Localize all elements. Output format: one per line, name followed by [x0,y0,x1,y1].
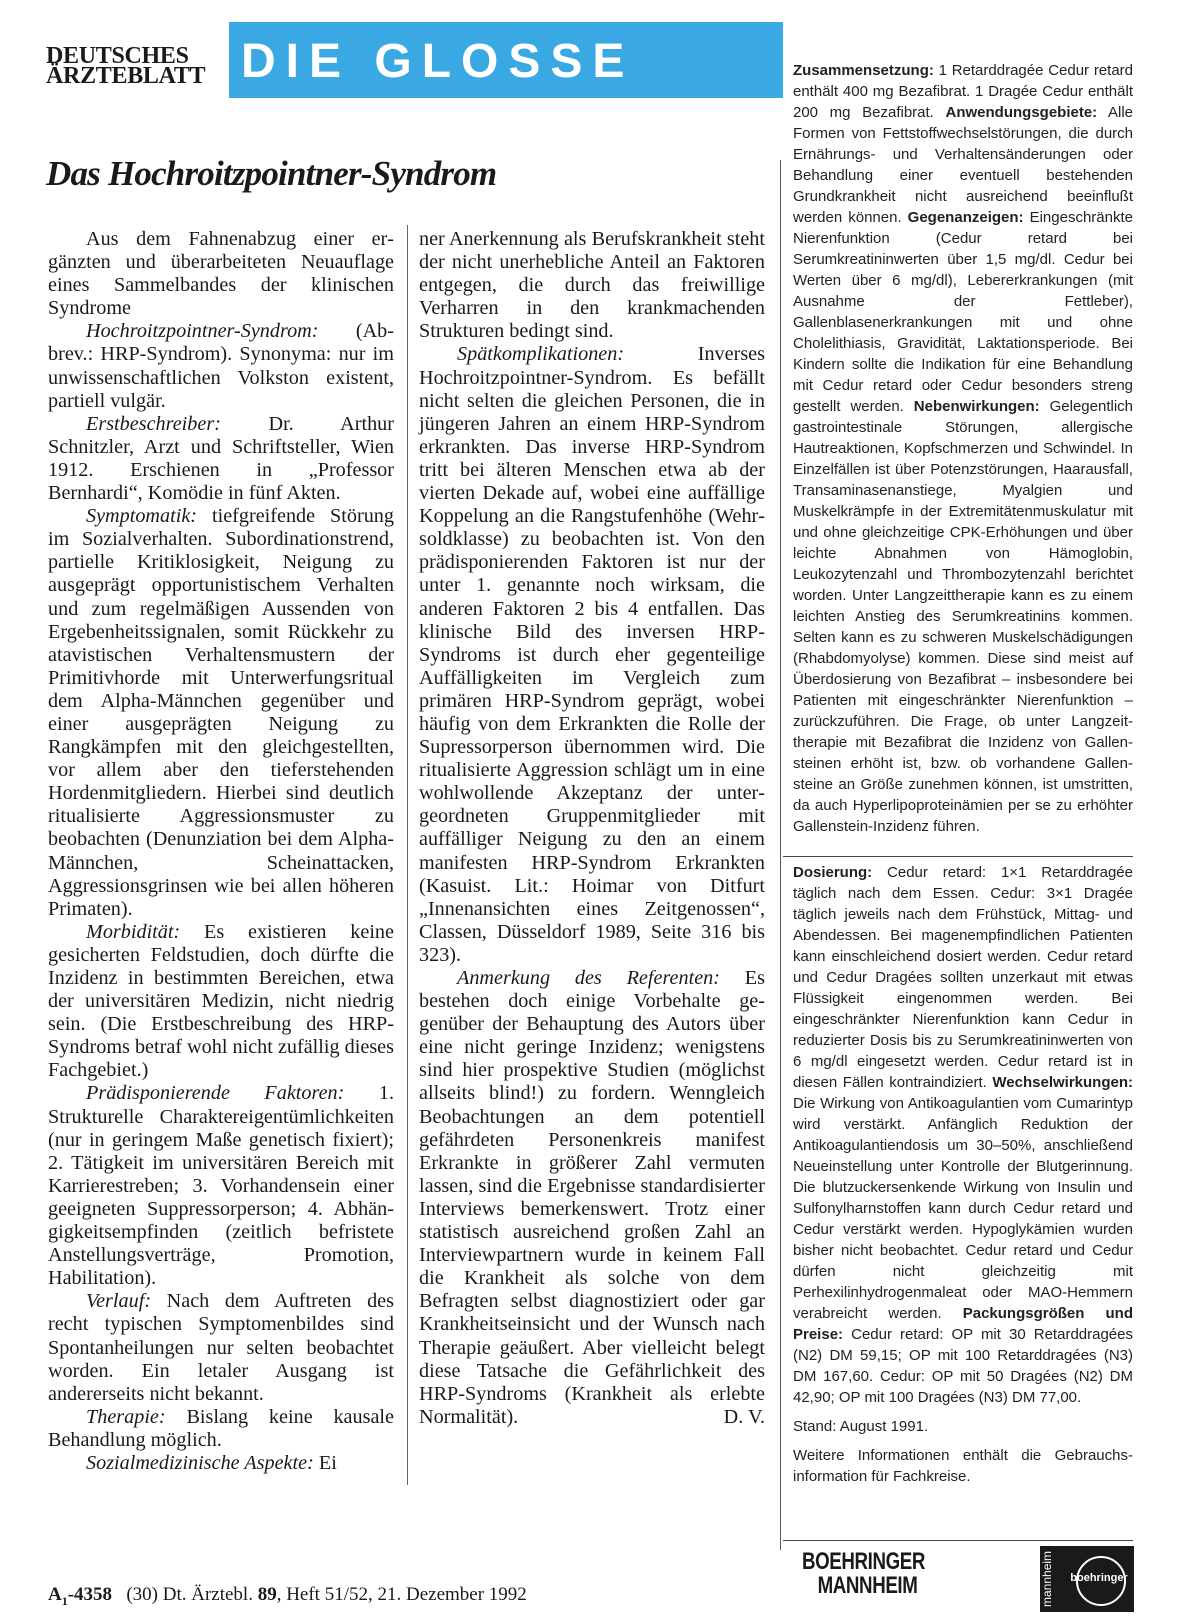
author-signature: D. V. [723,1405,765,1428]
masthead [46,43,216,89]
article-paragraph [48,320,394,412]
info-divider [780,160,781,1550]
logo-side-text: mannheim [1040,1550,1054,1608]
paragraph-text: ner Anerkennung als Berufskrankheit steht der nicht unerhebliche Anteil an Faktoren entgegen, die durch das freiwillige Verharren in den krankmachenden Strukturen bedingt sind. [419,228,765,343]
info-label: Nebenwirkungen: [913,398,1040,415]
info-text: Cedur retard: 1×1 Retarddragée täglich nach dem Essen. Cedur: 3×1 Dragée täglich jeweils nach dem Frühstück, Mittag- und Abendessen. Bei magenempfindlichen Patienten kann einschleichend dosiert werden. Cedur retard und Cedur Dragées sollten unzerkaut mit etwas Flüssigkeit eingenommen werden. Bei eingeschränkter Nierenfunktion kann Cedur in reduzierter Dosis bis zu Serumkreatininwerten von 6 mg/dl eingesetzt werden. Cedur retard ist in diesen Fällen kontraindiziert. [793,864,1133,1091]
info-label: Wechselwirkungen: [992,1074,1133,1091]
article-paragraph [48,228,394,320]
paragraph-label: Anmerkung des Referenten: [457,967,720,989]
info-text: Alle Formen von Fettstoffwechselstörungen, die durch Ernährungs- und Verhaltensänderungen oder Behandlung einer eventuell bestehenden Grundkrankheit nicht ausreichend beeinflußt werden können. [793,104,1133,226]
column-divider [407,225,408,1485]
paragraph-label: Morbidität: [86,920,181,943]
paragraph-text: (Abbrev.: HRP-Syndrom). Synonyma: nur im unwissenschaftlichen Volkston existent, partiell vulgär. [48,320,394,412]
page-footer [48,1584,527,1609]
info-label: Zusammensetzung: [793,62,934,79]
info-label: Gegenanzeigen: [907,209,1024,226]
paragraph-text: Inverses Hochroitzpointner-Syndrom. Es befällt nicht selten die gleichen Personen, die in jüngeren Jahren an einem HRP-Syndrom erkrankten. Das inverse HRP-Syndrom tritt bei älteren Menschen etwa ab der vierten Dekade auf, wobei eine auffällige Koppelung an die Rangstufenhöhe (Wehrsoldklasse) zu beobachten ist. Von den prädisponierenden Faktoren ist nur der unter 1. genannte noch wirksam, die anderen Faktoren 2 bis 4 entfallen. Das klinische Bild des inversen HRP-Syndroms ist durch eher gegenteilige Auffälligkeiten im Vergleich zum primären HRP-Syndrom geprägt, wobei häufig von dem Erkrankten die Rolle der Supressorperson übernommen wird. Die ritualisierte Aggression schlägt um in eine wohlwollende Akzeptanz der untergeordneten Gruppenmitglieder mit auffälliger Neigung zu den an einem manifesten HRP-Syndrom Erkrankten (Kasuist. Lit.: Hoimar von Ditfurt „Innenansichten eines Zeitgenossen“, Classen, Düsseldorf 1989, Seite 316 bis 323). [419,343,765,966]
paragraph-text: Es bestehen doch einige Vorbehalte gegenüber der Behauptung des Autors über eine nicht geringe Inzidenz; wenigstens sind hier prospektive Studien (möglichst allseits blind!) zu fordern. Wenngleich Beobachtungen an dem potentiell gefährdeten Personenkreis manifest Erkrankte in größerer Zahl vermuten lassen, sind die Ergebnisse standardisierter Interviews bemerkenswert. Trotz einer statistisch ausreichend großen Zahl an Interviewpartnern wurde in keinem Fall die Krankheit als solche von dem Befragten selbst diagnostiziert oder gar Krankheitseinsicht und der Wunsch nach Therapie geäußert. Aber vielleicht belegt diese Tatsache die Gefährlichkeit des HRP-Syndroms (Krankheit als erlebte Normalität). [419,967,765,1428]
prescribing-info-block-2 [793,862,1133,1487]
article-paragraph [48,413,394,505]
article-paragraph [48,1452,394,1475]
boehringer-logo [1040,1546,1134,1612]
article-paragraph [419,967,765,1429]
citation-pre: (30) Dt. Ärztebl. [126,1584,258,1605]
paragraph-label: Sozialmedizinische Aspekte: [86,1451,314,1474]
section-banner-label: DIE GLOSSE [241,35,635,88]
prescribing-info-paragraph [793,60,1133,837]
logo-text: boehringer [1070,1572,1128,1584]
info-text: Die Wirkung von Antikoagulantien vom Cumarintyp wird verstärkt. Anfänglich Reduktion der Antikoagulantiendosis um 30–50%, anschließend Neueinstellung unter Kontrolle der Blutgerinnung. Die blutzuckersenkende Wirkung von Insulin und Sulfonylharnstoffen kann durch Cedur retard und Cedur verstärkt werden. Hypoglykämien wurden bisher nicht beobachtet. Cedur retard und Cedur dürfen nicht gleichzeitig mit Perhexilinhydrogenmaleat oder MAO-Hemmern verabreicht werden. [793,1095,1133,1322]
article-column-2 [419,228,765,1429]
citation-volume: 89 [257,1584,277,1605]
info-text: Eingeschränkte Nierenfunktion (Cedur retard bei Serumkreatininwerten über 1,5 mg/dl. Cedur bei Werten über 6 mg/dl), Lebererkrankungen (mit Ausnahme der Fettleber), Gallenblasenerkrankungen mit und ohne Cholelithiasis, Gravidität, Laktationsperiode. Bei Kindern sollte die Indikation für eine Behandlung mit Cedur retard oder Cedur besonders streng gestellt werden. [793,209,1133,415]
prescribing-info-paragraph [793,862,1133,1408]
paragraph-text: Es existieren keine gesicherten Feldstudien, doch dürfte die Inzidenz in bestimmten Bereichen, etwa der universitären Medizin, nicht niedrig sein. (Die Erstbeschreibung des HRP-Syndroms betraf wohl nicht zufällig dieses Fachgebiet.) [48,920,394,1082]
info-label: Dosierung: [793,864,873,881]
article-title: Das Hochroitzpointner-Syndrom [46,154,497,193]
paragraph-label: Symptomatik: [86,505,198,528]
info-text: Gelegentlich gastrointestinale Störungen, allergische Hautreaktionen, Kopfschmerzen und Schwindel. In Einzelfällen ist über Potenzstörungen, Haarausfall, Transaminasenanstiege, Myalgien und Muskelkrämpfe in der Extremitätenmuskulatur mit und ohne gleichzeitige CPK-Erhöhungen und über leichte Abnahmen von Hämoglobin, Leukozytenzahl und Thrombozytenzahl berichtet worden. Unter Langzeittherapie kann es zu einem leichten Anstieg des Serumkreatinins kommen. Selten kann es zu schweren Muskelschädigungen (Rhabdomyolyse) kommen. Diese sind meist auf Überdosierung von Bezafibrat – insbesondere bei Patienten mit eingeschränkter Nierenfunktion – zurückzuführen. Die Frage, ob unter Langzeittherapie mit Bezafibrat die Inzidenz von Gallensteinen erhöht ist, bzw. ob vorhandene Gallensteine an Größe zunehmen können, ist umstritten, da auch Hyperlipoproteinämien per se zu erhöhter Gallenstein-Inzidenz führen. [793,398,1133,835]
brand-wordmark [802,1550,925,1598]
further-info: Weitere Informationen enthält die Gebrauchsinformation für Fachkreise. [793,1447,1133,1485]
article-paragraph [48,1290,394,1405]
article-paragraph [48,1406,394,1452]
article-paragraph [419,228,765,343]
article-paragraph [48,1082,394,1290]
info-label: Anwendungsgebiete: [945,104,1098,121]
prescribing-info-block-1 [793,60,1133,837]
paragraph-text: Bislang keine kausale Behandlung möglich. [48,1405,394,1451]
paragraph-text: 1. Strukturelle Charaktereigentümlichkeiten (nur in geringem Maße genetisch fixiert); 2. Tätigkeit im universitären Bereich mit Karrierestreben; 3. Vorhandensein einer geeigneten Suppressorperson; 4. Abhängigkeitsempfinden (zeitlich befristete Anstellungsverträge, Promotion, Habilitation). [48,1082,394,1290]
article-paragraph [48,921,394,1083]
paragraph-label: Verlauf: [86,1290,152,1313]
stand-date: Stand: August 1991. [793,1418,929,1435]
paragraph-label: Spätkomplikationen: [457,343,625,366]
masthead-line1: DEUTSCHES [46,43,189,69]
paragraph-label: Hochroitzpointner-Syndrom: [86,320,319,343]
logo-separator [783,1540,1133,1541]
article-column-1 [48,228,394,1475]
info-text: Cedur retard: OP mit 30 Retarddragées (N2) DM 59,15; OP mit 100 Retarddragées (N3) DM 167,60. Cedur: OP mit 50 Dragées (N2) DM 42,90; OP mit 100 Dragées (N3) DM 77,00. [793,1326,1133,1406]
paragraph-text: Aus dem Fahnenabzug einer ergänzten und überarbeiteten Neuauflage eines Sammelbandes der klinischen Syndrome [48,228,394,320]
section-banner [229,22,783,98]
paragraph-text: Dr. Arthur Schnitzler, Arzt und Schriftsteller, Wien 1912. Erschienen in „Professor Bernhardi“, Komödie in fünf Akten. [48,412,394,505]
info-separator [783,856,1133,857]
brand-line1: BOEHRINGER [802,1548,925,1575]
paragraph-label: Therapie: [86,1405,166,1428]
masthead-line2: ÄRZTEBLATT [46,63,206,89]
paragraph-text: tiefgreifende Störung im Sozialverhalten. Subordinationstrend, partielle Kritiklosigkeit, Neigung zu ausgeprägt opportunistischem Verhalten und zum regelmäßigen Aussenden von Ergebenheitssignalen, somit Rückkehr zu atavistischen Verhaltensmustern der Primitivhorde mit Unterwerfungsritual dem Alpha-Männchen gegenüber und einer ausgeprägten Neigung zu Rangkämpfen mit den gleichgestellten, vor allem aber den tieferstehenden Hordenmitgliedern. Hierbei sind deutlich ritualisierte Aggressionsmuster zu beobachten (Denunziation bei dem Alpha-Männchen, Scheinattacken, Aggressionsgrinsen wie bei allen höheren Primaten). [48,505,394,920]
article-paragraph [48,505,394,921]
article-paragraph [419,343,765,967]
paragraph-text: Nach dem Auftreten des recht typischen Symptomenbildes sind Spontanheilungen nur selten beobachtet worden. Ein letaler Ausgang ist andererseits nicht bekannt. [48,1290,394,1405]
paragraph-text: Ei [313,1451,337,1474]
brand-line2: MANNHEIM [817,1572,918,1599]
page-number: $A_1-4358$ [48,1584,113,1608]
citation-post: , Heft 51/52, 21. Dezember 1992 [276,1584,527,1605]
info-text: 1 Retarddragée Cedur retard enthält 400 mg Bezafibrat. 1 Dragée Cedur enthält 200 mg Bezafibrat. [793,62,1133,121]
info-label: Packungsgrößen und Preise: [793,1305,1133,1343]
paragraph-label: Erstbeschreiber: [86,412,221,435]
paragraph-label: Prädisponierende Faktoren: [86,1082,345,1105]
